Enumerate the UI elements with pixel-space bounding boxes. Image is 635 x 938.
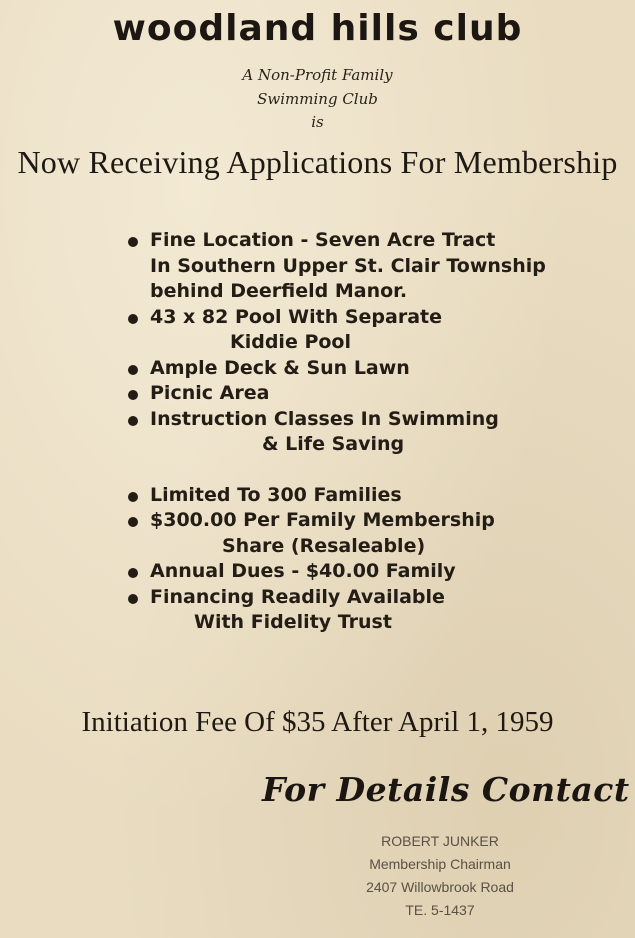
bullet-icon (128, 314, 138, 324)
feature-location (128, 228, 598, 305)
bullet-icon (128, 517, 138, 527)
bullet-icon (128, 416, 138, 426)
headline: Now Receiving Applications For Membership (17, 144, 618, 180)
feature-line: Kiddie Pool (230, 331, 351, 353)
feature-line: Picnic Area (150, 382, 270, 404)
contact-role: Membership Chairman (369, 856, 511, 872)
feature-line: behind Deerfield Manor. (150, 280, 408, 302)
feature-list (128, 228, 598, 636)
bullet-icon (128, 237, 138, 247)
bullet-icon (128, 492, 138, 502)
bullet-icon (128, 568, 138, 578)
feature-picnic (128, 381, 598, 407)
feature-line: Instruction Classes In Swimming (150, 407, 499, 430)
bullet-icon (128, 594, 138, 604)
feature-line: & Life Saving (262, 433, 405, 455)
bullet-icon (128, 365, 138, 375)
feature-line: Fine Location - Seven Acre Tract (150, 229, 496, 251)
contact-block (300, 830, 580, 922)
feature-financing (128, 585, 598, 636)
contact-address: 2407 Willowbrook Road (366, 879, 514, 895)
feature-line: $300.00 Per Family Membership (150, 509, 495, 531)
contact-name: ROBERT JUNKER (381, 833, 499, 849)
contact-phone: TE. 5-1437 (405, 902, 475, 918)
feature-share (128, 508, 598, 559)
feature-pool (128, 305, 598, 356)
feature-line: In Southern Upper St. Clair Township (150, 254, 546, 277)
club-name: woodland hills club (112, 8, 523, 49)
contact-heading: For Details Contact (262, 770, 630, 809)
feature-line: Limited To 300 Families (150, 483, 402, 506)
feature-line: Ample Deck & Sun Lawn (150, 356, 410, 379)
bullet-icon (128, 390, 138, 400)
feature-line: Annual Dues - $40.00 Family (150, 560, 456, 582)
feature-line: 43 x 82 Pool With Separate (150, 305, 442, 328)
feature-limit (128, 483, 598, 509)
feature-line: With Fidelity Trust (194, 611, 392, 633)
feature-line: Financing Readily Available (150, 585, 445, 608)
initiation-fee: Initiation Fee Of $35 After April 1, 1959 (81, 706, 554, 738)
subtitle-line-2: Swimming Club (257, 90, 378, 108)
feature-deck (128, 356, 598, 382)
subtitle-line-3: is (311, 113, 324, 131)
feature-dues (128, 559, 598, 585)
subtitle-line-1: A Non-Profit Family (242, 66, 393, 84)
group-spacer (128, 458, 598, 483)
feature-line: Share (Resaleable) (222, 534, 426, 557)
feature-classes (128, 407, 598, 458)
